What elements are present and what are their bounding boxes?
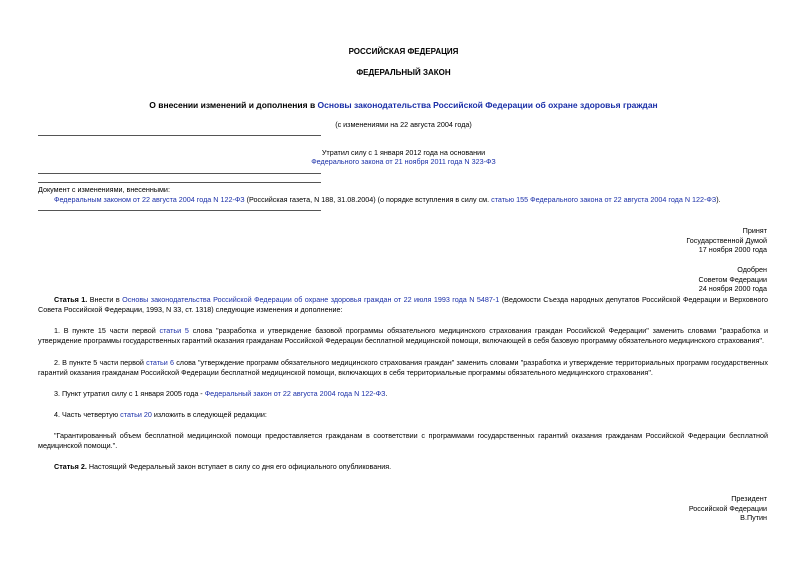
signature-block (689, 494, 767, 523)
article-1 (38, 295, 768, 314)
item-3-link[interactable]: Федеральный закон от 22 августа 2004 года N 122-ФЗ (204, 389, 386, 398)
changed-doc-link-1[interactable]: Федеральным законом от 22 августа 2004 года N 122-ФЗ (54, 195, 245, 204)
article-2-label: Статья 2. (54, 462, 87, 471)
status-link[interactable]: Федерального закона от 21 ноября 2011 года N 323-ФЗ (311, 157, 496, 166)
document-title (0, 100, 807, 111)
article-2-text: Настоящий Федеральный закон вступает в силу со дня его официального опубликования. (86, 462, 392, 471)
status-line: Утратил силу с 1 января 2012 года на основании (321, 148, 486, 157)
law-type-heading: ФЕДЕРАЛЬНЫЙ ЗАКОН (356, 68, 451, 77)
country-heading: РОССИЙСКАЯ ФЕДЕРАЦИЯ (348, 47, 459, 56)
item-3-text-2: . (385, 389, 388, 398)
amendments-note: (с изменениями на 22 августа 2004 года) (335, 120, 472, 129)
divider-3 (38, 182, 321, 183)
item-1 (38, 326, 768, 345)
approved-line-2: Советом Федерации (698, 274, 767, 284)
changed-doc-text-2: ). (716, 195, 721, 204)
item-4-text-1: 4. Часть четвертую (54, 410, 121, 419)
signature-line-3: В.Путин (740, 513, 767, 523)
signature-line-1: Президент (731, 494, 767, 503)
adopted-line-3: 17 ноября 2000 года (698, 245, 767, 255)
item-1-text-2: слова "разработка и утверждение базовой программы обязательного медицинского страхования граждан Российской Федерации" заменить словами "разработка и утверждение программы государственных гарантий оказания гражданам Российской Федерации бесплатной медицинской помощи, включающей в себя базовую программу обязательного медицинского страхования". (38, 326, 768, 345)
item-2-text-1: 2. В пункте 5 части первой (54, 358, 147, 367)
changed-doc-link-2[interactable]: статью 155 Федерального закона от 22 августа 2004 года N 122-ФЗ (491, 195, 717, 204)
title-link[interactable]: Основы законодательства Российской Федерации об охране здоровья граждан (317, 100, 658, 110)
approved-line-3: 24 ноября 2000 года (698, 284, 767, 294)
changed-doc-refs (54, 195, 774, 205)
article-1-link[interactable]: Основы законодательства Российской Федерации об охране здоровья граждан от 22 июля 1993 года N 5487-1 (122, 295, 500, 304)
adopted-line-1: Принят (742, 226, 767, 235)
divider-4 (38, 210, 321, 211)
item-2 (38, 358, 768, 377)
changed-doc-text-1: (Российская газета, N 188, 31.08.2004) (о порядке вступления в силу см. (244, 195, 492, 204)
article-1-label: Статья 1. (54, 295, 88, 304)
approved-line-1: Одобрен (737, 265, 767, 274)
item-4 (38, 410, 768, 420)
item-2-link[interactable]: статьи 6 (146, 358, 175, 367)
item-4-text-2: изложить в следующей редакции: (151, 410, 267, 419)
item-3 (38, 389, 768, 399)
adopted-line-2: Государственной Думой (686, 235, 767, 245)
divider-1 (38, 135, 321, 136)
changed-doc-label: Документ с изменениями, внесенными: (38, 185, 170, 194)
article-1-text-1: Внести в (87, 295, 123, 304)
item-1-link[interactable]: статьи 5 (159, 326, 189, 335)
divider-2 (38, 173, 321, 174)
item-2-text-2: слова "утверждение программ обязательного медицинского страхования граждан" заменить словами "разработка и утверждение территориальных программ государственных гарантий оказания гражданам Российской Федерации бесплатной медицинской помощи, включающих в себя территориальные программы обязательного медицинского страхования". (38, 358, 769, 377)
article-2 (38, 462, 768, 472)
item-1-text-1: 1. В пункте 15 части первой (54, 326, 160, 335)
article-1-text-2: (Ведомости Съезда народных депутатов Российской Федерации и Верховного Совета Российской Федерации, 1993, N 33, ст. 1318) следующие изменения и дополнение: (38, 295, 768, 314)
signature-line-2: Российской Федерации (688, 503, 767, 513)
title-prefix: О внесении изменений и дополнения в (149, 100, 318, 110)
item-3-text-1: 3. Пункт утратил силу с 1 января 2005 года - (54, 389, 205, 398)
status-link-line (0, 157, 807, 167)
approved-block (699, 265, 767, 294)
item-4-link[interactable]: статьи 20 (120, 410, 152, 419)
quoted-text: "Гарантированный объем бесплатной медицинской помощи предоставляется гражданам в соответствии с программами государственных гарантий оказания гражданам Российской Федерации бесплатной медицинской помощи.". (38, 431, 768, 450)
adopted-block (686, 226, 767, 255)
